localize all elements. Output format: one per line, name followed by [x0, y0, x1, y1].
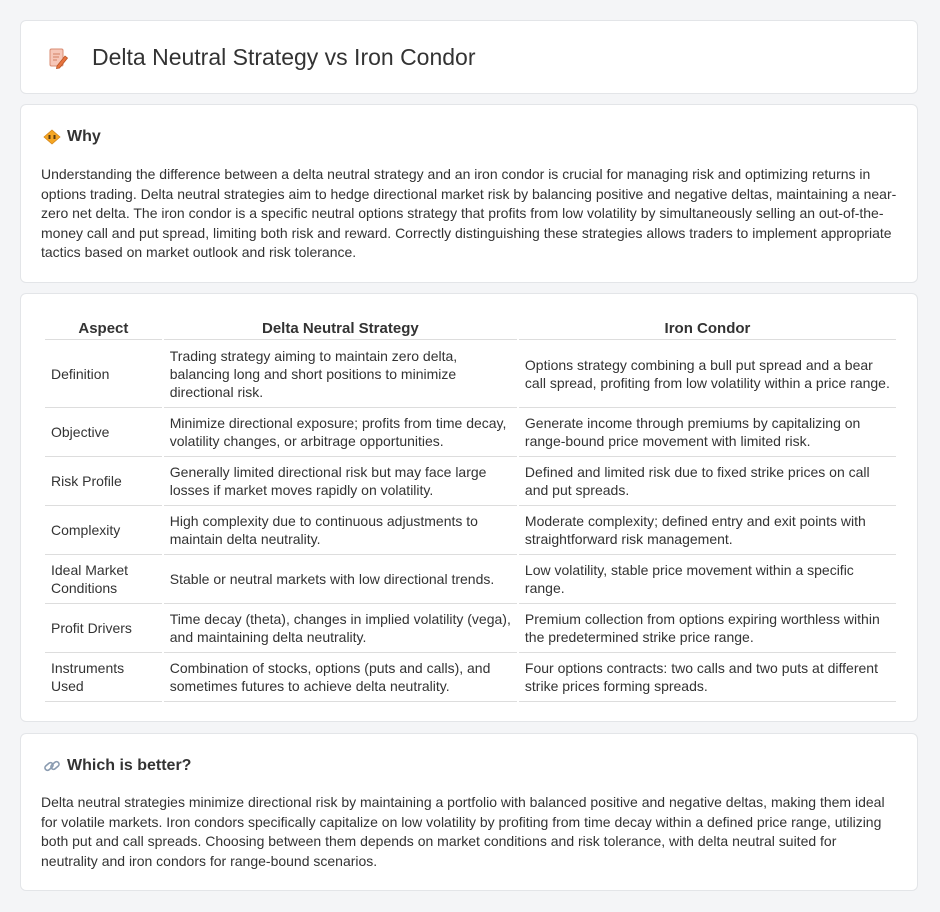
why-heading-label: Why: [67, 128, 101, 145]
row-delta-neutral: High complexity due to continuous adjustments to maintain delta neutrality.: [164, 506, 517, 555]
table-row: [45, 340, 896, 408]
row-delta-neutral: Trading strategy aiming to maintain zero delta, balancing long and short positions to minimize directional risk.: [164, 340, 517, 408]
comparison-table-card: [20, 293, 918, 722]
document-pen-icon: [47, 47, 69, 69]
comparison-table: [43, 315, 898, 702]
header-aspect: Aspect: [45, 315, 162, 340]
table-row: [45, 408, 896, 457]
header-iron-condor: Iron Condor: [519, 315, 896, 340]
row-iron-condor: Generate income through premiums by capitalizing on range-bound price movement with limited risk.: [519, 408, 896, 457]
diamond-warning-icon: [43, 129, 61, 145]
row-aspect: Ideal Market Conditions: [45, 555, 162, 604]
page-title: Delta Neutral Strategy vs Iron Condor: [92, 44, 476, 70]
table-row: [45, 555, 896, 604]
better-paragraph: Delta neutral strategies minimize directional risk by maintaining a portfolio with balanced positive and negative deltas, making them ideal for volatile markets. Iron condors specifically capitalize on low volatility by profiting from time decay within a defined price range, utilizing both put and call spreads. Choosing between them depends on market conditions and risk tolerance, with delta neutral suited for neutrality and iron condors for range-bound scenarios.: [41, 794, 885, 869]
table-row: [45, 604, 896, 653]
row-aspect: Definition: [45, 340, 162, 408]
row-delta-neutral: Time decay (theta), changes in implied volatility (vega), and maintaining delta neutrality.: [164, 604, 517, 653]
why-section: [20, 104, 918, 283]
row-delta-neutral: Stable or neutral markets with low directional trends.: [164, 555, 517, 604]
row-iron-condor: Premium collection from options expiring worthless within the predetermined strike price range.: [519, 604, 896, 653]
table-row: [45, 457, 896, 506]
why-paragraph: Understanding the difference between a delta neutral strategy and an iron condor is crucial for managing risk and optimizing returns in options trading. Delta neutral strategies aim to hedge directional market risk by balancing positive and negative deltas, maintaining a near-zero net delta. The iron condor is a specific neutral options strategy that profits from low volatility by simultaneously selling an out-of-the-money call and put spread, limiting both risk and reward. Correctly distinguishing these strategies allows traders to implement appropriate tactics based on market outlook and risk tolerance.: [41, 166, 897, 261]
link-icon: [43, 758, 61, 774]
row-aspect: Profit Drivers: [45, 604, 162, 653]
row-delta-neutral: Generally limited directional risk but may face large losses if market moves rapidly on volatility.: [164, 457, 517, 506]
table-row: [45, 506, 896, 555]
row-aspect: Instruments Used: [45, 653, 162, 702]
row-iron-condor: Moderate complexity; defined entry and exit points with straightforward risk management.: [519, 506, 896, 555]
row-iron-condor: Defined and limited risk due to fixed strike prices on call and put spreads.: [519, 457, 896, 506]
row-delta-neutral: Combination of stocks, options (puts and calls), and sometimes futures to achieve delta neutrality.: [164, 653, 517, 702]
row-iron-condor: Low volatility, stable price movement within a specific range.: [519, 555, 896, 604]
header-delta-neutral: Delta Neutral Strategy: [164, 315, 517, 340]
header-card: [20, 20, 918, 94]
row-aspect: Objective: [45, 408, 162, 457]
which-is-better-section: [20, 733, 918, 891]
row-iron-condor: Options strategy combining a bull put spread and a bear call spread, profiting from low volatility within a price range.: [519, 340, 896, 408]
row-aspect: Complexity: [45, 506, 162, 555]
row-aspect: Risk Profile: [45, 457, 162, 506]
row-iron-condor: Four options contracts: two calls and two puts at different strike prices forming spreads.: [519, 653, 896, 702]
table-header-row: [45, 315, 896, 340]
better-heading-label: Which is better?: [67, 757, 192, 774]
row-delta-neutral: Minimize directional exposure; profits from time decay, volatility changes, or arbitrage opportunities.: [164, 408, 517, 457]
table-row: [45, 653, 896, 702]
